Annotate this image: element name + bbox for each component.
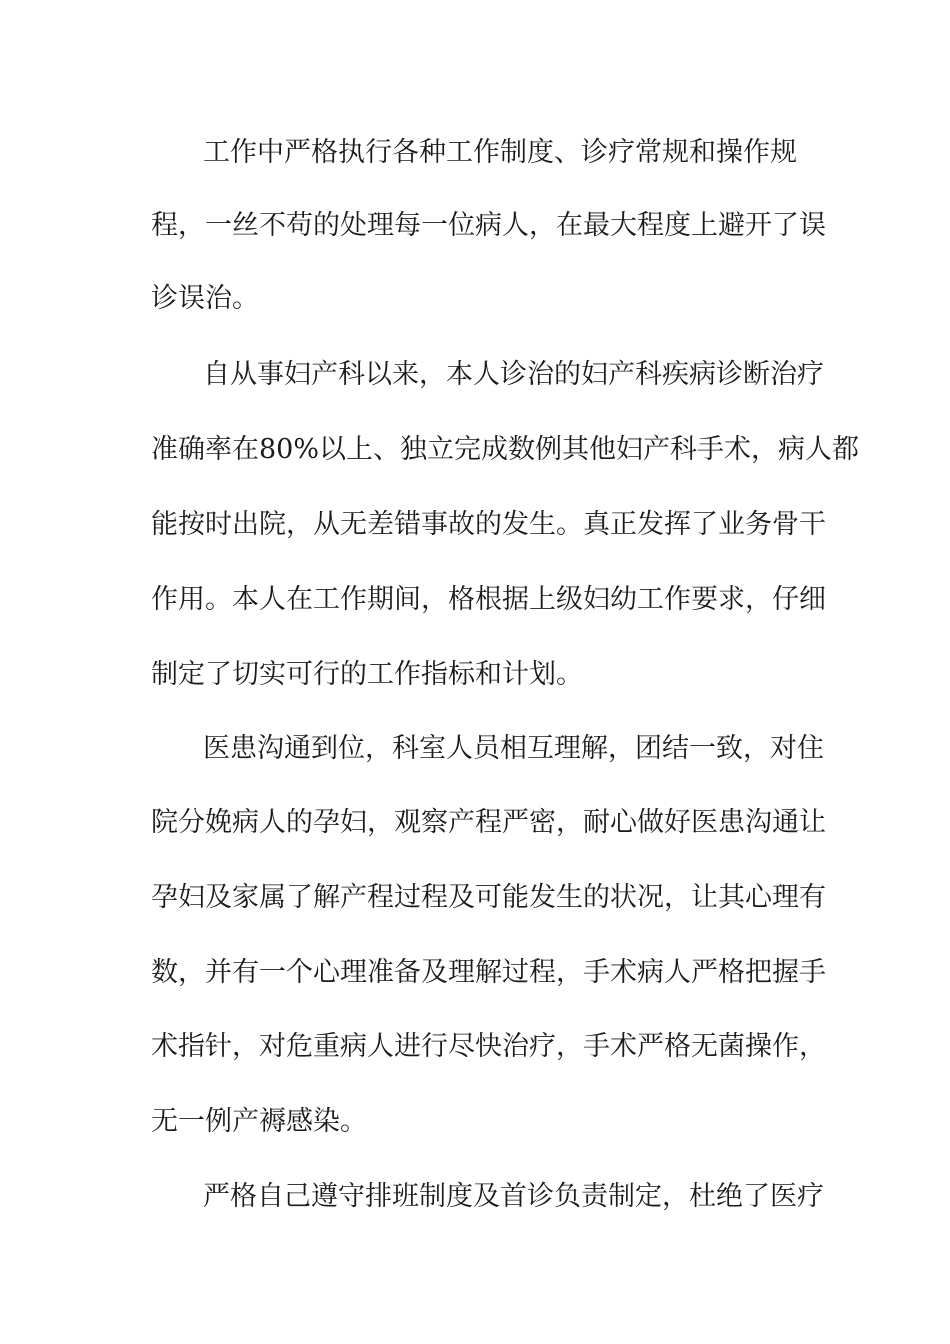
text-line: 孕妇及家属了解产程过程及可能发生的状况，让其心理有 (151, 882, 826, 913)
text-line: 程，一丝不苟的处理每一位病人，在最大程度上避开了误 (151, 210, 826, 241)
text-line: 严格自己遵守排班制度及首诊负责制定，杜绝了医疗 (203, 1181, 824, 1212)
text-line: 医患沟通到位，科室人员相互理解，团结一致，对住 (203, 733, 824, 764)
text-line: 作用。本人在工作期间，格根据上级妇幼工作要求，仔细 (151, 584, 826, 615)
text-line: 院分娩病人的孕妇，观察产程严密，耐心做好医患沟通让 (151, 807, 826, 838)
text-line: 工作中严格执行各种工作制度、诊疗常规和操作规 (203, 137, 797, 168)
text-line: 诊误治。 (151, 283, 259, 314)
text-line: 数，并有一个心理准备及理解过程，手术病人严格把握手 (151, 957, 826, 988)
text-line: 自从事妇产科以来，本人诊治的妇产科疾病诊断治疗 (203, 359, 824, 390)
text-line: 制定了切实可行的工作指标和计划。 (151, 659, 583, 690)
text-line: 术指针，对危重病人进行尽快治疗，手术严格无菌操作， (151, 1031, 826, 1062)
text-line: 准确率在80%以上、独立完成数例其他妇产科手术，病人都 (151, 434, 860, 465)
text-line: 无一例产褥感染。 (151, 1106, 367, 1137)
text-line: 能按时出院，从无差错事故的发生。真正发挥了业务骨干 (151, 509, 826, 540)
